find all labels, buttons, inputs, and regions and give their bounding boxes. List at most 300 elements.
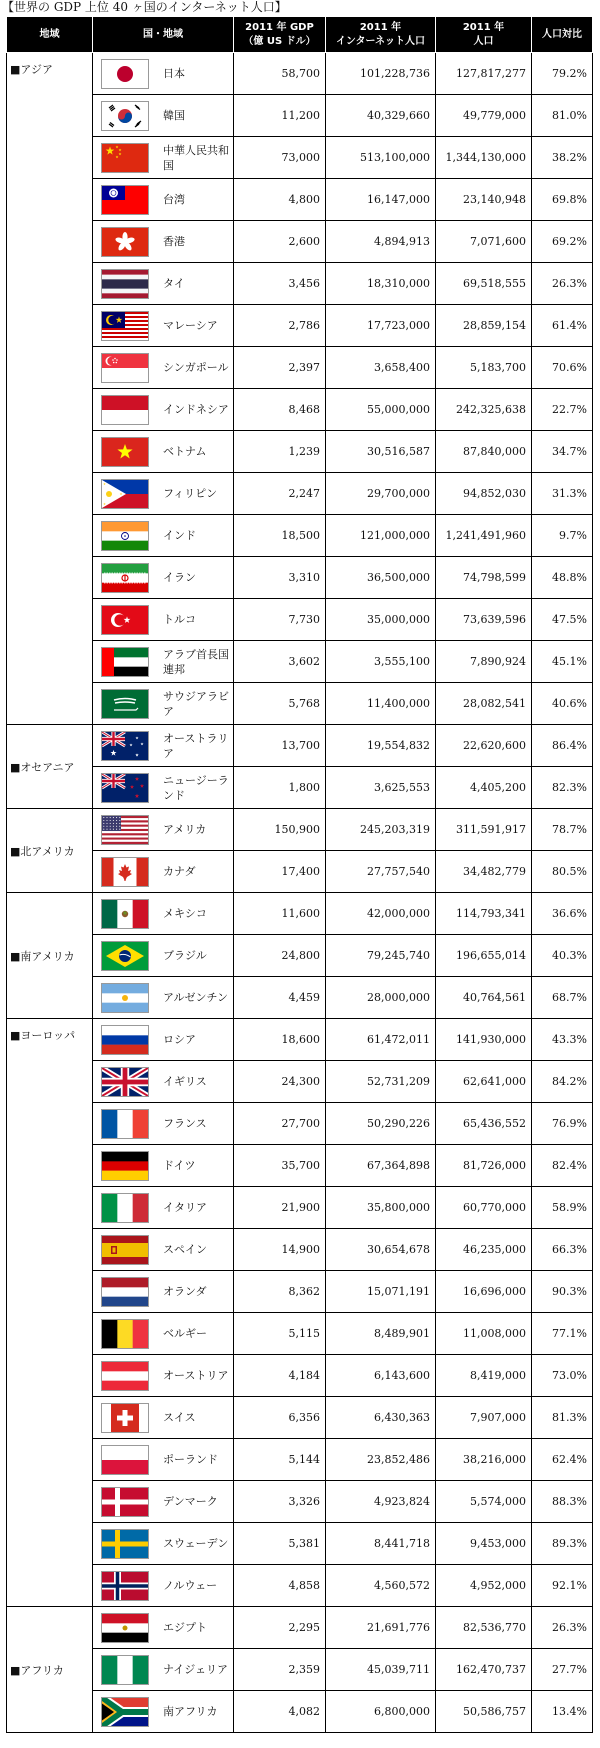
- ratio-cell: 40.3%: [532, 935, 593, 977]
- ph-flag-icon: [101, 479, 149, 509]
- internet-cell: 8,441,718: [326, 1523, 436, 1565]
- gdp-cell: 24,300: [234, 1061, 326, 1103]
- nl-flag-icon: [101, 1277, 149, 1307]
- ratio-cell: 78.7%: [532, 809, 593, 851]
- gdp-cell: 150,900: [234, 809, 326, 851]
- internet-cell: 50,290,226: [326, 1103, 436, 1145]
- ratio-cell: 43.3%: [532, 1019, 593, 1061]
- ratio-cell: 36.6%: [532, 893, 593, 935]
- dk-flag-icon: [101, 1487, 149, 1517]
- table-row: [7, 599, 593, 641]
- ratio-cell: 26.3%: [532, 263, 593, 305]
- country-cell: [93, 515, 234, 557]
- internet-cell: 4,923,824: [326, 1481, 436, 1523]
- table-row: [7, 1439, 593, 1481]
- country-name: インドネシア: [163, 403, 229, 416]
- region-cell: ■ヨーロッパ: [7, 1019, 93, 1607]
- gdp-cell: 4,184: [234, 1355, 326, 1397]
- country-name: デンマーク: [163, 1495, 218, 1508]
- gdp-cell: 3,602: [234, 641, 326, 683]
- region-cell: ■南アメリカ: [7, 893, 93, 1019]
- gdp-cell: 35,700: [234, 1145, 326, 1187]
- table-row: [7, 221, 593, 263]
- country-name: タイ: [163, 277, 185, 290]
- internet-cell: 35,800,000: [326, 1187, 436, 1229]
- gdp-cell: 7,730: [234, 599, 326, 641]
- internet-cell: 35,000,000: [326, 599, 436, 641]
- population-cell: 65,436,552: [436, 1103, 532, 1145]
- country-cell: [93, 179, 234, 221]
- country-name: オランダ: [163, 1285, 207, 1298]
- country-name: 日本: [163, 67, 185, 80]
- ratio-cell: 81.0%: [532, 95, 593, 137]
- header-row: [7, 17, 593, 53]
- ratio-cell: 88.3%: [532, 1481, 593, 1523]
- country-cell: [93, 305, 234, 347]
- country-name: 香港: [163, 235, 185, 248]
- country-name: スウェーデン: [163, 1537, 229, 1550]
- country-name: マレーシア: [163, 319, 218, 332]
- ratio-cell: 62.4%: [532, 1439, 593, 1481]
- table-row: [7, 179, 593, 221]
- eg-flag-icon: [101, 1613, 149, 1643]
- internet-cell: 29,700,000: [326, 473, 436, 515]
- population-cell: 82,536,770: [436, 1607, 532, 1649]
- country-name: ナイジェリア: [163, 1663, 229, 1676]
- internet-cell: 3,625,553: [326, 767, 436, 809]
- population-cell: 46,235,000: [436, 1229, 532, 1271]
- gdp-cell: 4,858: [234, 1565, 326, 1607]
- table-row: [7, 473, 593, 515]
- population-cell: 8,419,000: [436, 1355, 532, 1397]
- table-row: [7, 641, 593, 683]
- country-name: カナダ: [163, 865, 196, 878]
- gdp-cell: 1,800: [234, 767, 326, 809]
- internet-cell: 42,000,000: [326, 893, 436, 935]
- gdp-cell: 4,459: [234, 977, 326, 1019]
- ratio-cell: 81.3%: [532, 1397, 593, 1439]
- ratio-cell: 69.2%: [532, 221, 593, 263]
- population-cell: 7,071,600: [436, 221, 532, 263]
- gdp-cell: 58,700: [234, 53, 326, 95]
- table-row: [7, 809, 593, 851]
- gdp-cell: 2,786: [234, 305, 326, 347]
- population-cell: 34,482,779: [436, 851, 532, 893]
- gdp-cell: 1,239: [234, 431, 326, 473]
- country-name: サウジアラビア: [163, 689, 229, 718]
- ratio-cell: 73.0%: [532, 1355, 593, 1397]
- country-cell: [93, 1103, 234, 1145]
- ratio-cell: 68.7%: [532, 977, 593, 1019]
- country-cell: [93, 1313, 234, 1355]
- gdp-cell: 21,900: [234, 1187, 326, 1229]
- ca-flag-icon: [101, 857, 149, 887]
- country-cell: [93, 1397, 234, 1439]
- table-row: [7, 515, 593, 557]
- in-flag-icon: [101, 521, 149, 551]
- population-cell: 28,082,541: [436, 683, 532, 725]
- ratio-cell: 26.3%: [532, 1607, 593, 1649]
- country-cell: [93, 347, 234, 389]
- table-row: [7, 1229, 593, 1271]
- country-name: アルゼンチン: [163, 991, 229, 1004]
- country-cell: [93, 263, 234, 305]
- internet-cell: 23,852,486: [326, 1439, 436, 1481]
- ratio-cell: 69.8%: [532, 179, 593, 221]
- ratio-cell: 84.2%: [532, 1061, 593, 1103]
- country-cell: [93, 389, 234, 431]
- ratio-cell: 38.2%: [532, 137, 593, 179]
- cn-flag-icon: [101, 143, 149, 173]
- internet-cell: 6,800,000: [326, 1691, 436, 1733]
- gdp-cell: 5,115: [234, 1313, 326, 1355]
- se-flag-icon: [101, 1529, 149, 1559]
- table-row: [7, 389, 593, 431]
- at-flag-icon: [101, 1361, 149, 1391]
- table-row: [7, 725, 593, 767]
- country-cell: [93, 893, 234, 935]
- table-row: [7, 935, 593, 977]
- table-caption: 【世界の GDP 上位 40 ヶ国のインターネット人口】: [2, 0, 287, 14]
- country-cell: [93, 557, 234, 599]
- table-row: [7, 1481, 593, 1523]
- country-cell: [93, 641, 234, 683]
- table-row: [7, 767, 593, 809]
- country-cell: [93, 1649, 234, 1691]
- internet-cell: 3,555,100: [326, 641, 436, 683]
- us-flag-icon: [101, 815, 149, 845]
- ratio-cell: 90.3%: [532, 1271, 593, 1313]
- gdp-cell: 2,600: [234, 221, 326, 263]
- internet-cell: 28,000,000: [326, 977, 436, 1019]
- be-flag-icon: [101, 1319, 149, 1349]
- nz-flag-icon: [101, 773, 149, 803]
- internet-cell: 121,000,000: [326, 515, 436, 557]
- country-cell: [93, 473, 234, 515]
- vn-flag-icon: [101, 437, 149, 467]
- table-row: [7, 263, 593, 305]
- internet-cell: 30,654,678: [326, 1229, 436, 1271]
- ch-flag-icon: [101, 1403, 149, 1433]
- country-name: 台湾: [163, 193, 185, 206]
- internet-cell: 101,228,736: [326, 53, 436, 95]
- ratio-cell: 27.7%: [532, 1649, 593, 1691]
- country-name: ノルウェー: [163, 1579, 218, 1592]
- table-row: [7, 95, 593, 137]
- population-cell: 141,930,000: [436, 1019, 532, 1061]
- my-flag-icon: [101, 311, 149, 341]
- it-flag-icon: [101, 1193, 149, 1223]
- country-name: イラン: [163, 571, 196, 584]
- gdp-cell: 8,468: [234, 389, 326, 431]
- country-cell: [93, 1355, 234, 1397]
- gdp-internet-table: [6, 16, 593, 1733]
- internet-cell: 61,472,011: [326, 1019, 436, 1061]
- country-cell: [93, 431, 234, 473]
- gdp-cell: 18,600: [234, 1019, 326, 1061]
- ratio-cell: 76.9%: [532, 1103, 593, 1145]
- ratio-cell: 31.3%: [532, 473, 593, 515]
- country-cell: [93, 1565, 234, 1607]
- header-ratio: 人口対比: [532, 17, 593, 53]
- ratio-cell: 77.1%: [532, 1313, 593, 1355]
- country-name: 中華人民共和国: [163, 143, 229, 172]
- internet-cell: 40,329,660: [326, 95, 436, 137]
- internet-cell: 21,691,776: [326, 1607, 436, 1649]
- population-cell: 162,470,737: [436, 1649, 532, 1691]
- population-cell: 1,344,130,000: [436, 137, 532, 179]
- region-cell: ■アフリカ: [7, 1607, 93, 1733]
- table-row: [7, 893, 593, 935]
- table-row: [7, 1145, 593, 1187]
- population-cell: 196,655,014: [436, 935, 532, 977]
- gdp-cell: 4,800: [234, 179, 326, 221]
- ratio-cell: 86.4%: [532, 725, 593, 767]
- de-flag-icon: [101, 1151, 149, 1181]
- table-row: [7, 851, 593, 893]
- gdp-cell: 3,456: [234, 263, 326, 305]
- country-cell: [93, 683, 234, 725]
- gdp-cell: 14,900: [234, 1229, 326, 1271]
- id-flag-icon: [101, 395, 149, 425]
- country-name: トルコ: [163, 613, 196, 626]
- country-cell: [93, 1691, 234, 1733]
- internet-cell: 67,364,898: [326, 1145, 436, 1187]
- country-name: イギリス: [163, 1075, 207, 1088]
- country-name: オーストラリア: [163, 731, 229, 760]
- ir-flag-icon: [101, 563, 149, 593]
- ratio-cell: 22.7%: [532, 389, 593, 431]
- population-cell: 74,798,599: [436, 557, 532, 599]
- country-cell: [93, 137, 234, 179]
- ae-flag-icon: [101, 647, 149, 677]
- population-cell: 311,591,917: [436, 809, 532, 851]
- table-row: [7, 137, 593, 179]
- gdp-cell: 73,000: [234, 137, 326, 179]
- tw-flag-icon: [101, 185, 149, 215]
- country-cell: [93, 1061, 234, 1103]
- country-name: オーストリア: [163, 1369, 229, 1382]
- gdp-cell: 13,700: [234, 725, 326, 767]
- gdp-cell: 2,359: [234, 1649, 326, 1691]
- country-name: ポーランド: [163, 1453, 218, 1466]
- population-cell: 87,840,000: [436, 431, 532, 473]
- population-cell: 7,907,000: [436, 1397, 532, 1439]
- country-name: スイス: [163, 1411, 196, 1424]
- population-cell: 40,764,561: [436, 977, 532, 1019]
- gdp-cell: 3,310: [234, 557, 326, 599]
- internet-cell: 17,723,000: [326, 305, 436, 347]
- population-cell: 242,325,638: [436, 389, 532, 431]
- internet-cell: 19,554,832: [326, 725, 436, 767]
- country-cell: [93, 977, 234, 1019]
- header-country: 国・地域: [93, 17, 234, 53]
- ratio-cell: 82.4%: [532, 1145, 593, 1187]
- gdp-cell: 6,356: [234, 1397, 326, 1439]
- internet-cell: 513,100,000: [326, 137, 436, 179]
- population-cell: 94,852,030: [436, 473, 532, 515]
- internet-cell: 8,489,901: [326, 1313, 436, 1355]
- population-cell: 81,726,000: [436, 1145, 532, 1187]
- table-row: [7, 305, 593, 347]
- country-name: アメリカ: [163, 823, 207, 836]
- table-row: [7, 1691, 593, 1733]
- country-cell: [93, 851, 234, 893]
- population-cell: 23,140,948: [436, 179, 532, 221]
- table-row: [7, 1565, 593, 1607]
- country-cell: [93, 221, 234, 263]
- kr-flag-icon: [101, 101, 149, 131]
- country-name: エジプト: [163, 1621, 207, 1634]
- ratio-cell: 66.3%: [532, 1229, 593, 1271]
- fr-flag-icon: [101, 1109, 149, 1139]
- country-cell: [93, 1523, 234, 1565]
- population-cell: 11,008,000: [436, 1313, 532, 1355]
- ratio-cell: 89.3%: [532, 1523, 593, 1565]
- country-name: フランス: [163, 1117, 207, 1130]
- population-cell: 127,817,277: [436, 53, 532, 95]
- country-cell: [93, 725, 234, 767]
- table-row: [7, 1313, 593, 1355]
- country-name: ベルギー: [163, 1327, 207, 1340]
- gdp-cell: 5,768: [234, 683, 326, 725]
- population-cell: 4,405,200: [436, 767, 532, 809]
- ratio-cell: 34.7%: [532, 431, 593, 473]
- gdp-cell: 2,247: [234, 473, 326, 515]
- ratio-cell: 92.1%: [532, 1565, 593, 1607]
- br-flag-icon: [101, 941, 149, 971]
- population-cell: 73,639,596: [436, 599, 532, 641]
- country-cell: [93, 53, 234, 95]
- table-row: [7, 557, 593, 599]
- header-region: 地域: [7, 17, 93, 53]
- jp-flag-icon: [101, 59, 149, 89]
- ratio-cell: 45.1%: [532, 641, 593, 683]
- country-name: 南アフリカ: [163, 1705, 218, 1718]
- internet-cell: 245,203,319: [326, 809, 436, 851]
- population-cell: 50,586,757: [436, 1691, 532, 1733]
- country-cell: [93, 1271, 234, 1313]
- table-row: [7, 1523, 593, 1565]
- gdp-cell: 27,700: [234, 1103, 326, 1145]
- internet-cell: 3,658,400: [326, 347, 436, 389]
- tr-flag-icon: [101, 605, 149, 635]
- gdp-cell: 8,362: [234, 1271, 326, 1313]
- population-cell: 1,241,491,960: [436, 515, 532, 557]
- ratio-cell: 70.6%: [532, 347, 593, 389]
- country-name: ドイツ: [163, 1159, 196, 1172]
- gdp-cell: 5,381: [234, 1523, 326, 1565]
- country-name: シンガポール: [163, 361, 229, 374]
- country-name: 韓国: [163, 109, 185, 122]
- table-row: [7, 1061, 593, 1103]
- internet-cell: 52,731,209: [326, 1061, 436, 1103]
- country-cell: [93, 1187, 234, 1229]
- sg-flag-icon: [101, 353, 149, 383]
- population-cell: 7,890,924: [436, 641, 532, 683]
- internet-cell: 18,310,000: [326, 263, 436, 305]
- country-cell: [93, 1145, 234, 1187]
- country-cell: [93, 1439, 234, 1481]
- internet-cell: 45,039,711: [326, 1649, 436, 1691]
- table-row: [7, 1271, 593, 1313]
- population-cell: 114,793,341: [436, 893, 532, 935]
- au-flag-icon: [101, 731, 149, 761]
- country-cell: [93, 1019, 234, 1061]
- country-cell: [93, 599, 234, 641]
- gdp-cell: 2,397: [234, 347, 326, 389]
- internet-cell: 27,757,540: [326, 851, 436, 893]
- population-cell: 5,574,000: [436, 1481, 532, 1523]
- internet-cell: 15,071,191: [326, 1271, 436, 1313]
- country-name: イタリア: [163, 1201, 207, 1214]
- ratio-cell: 13.4%: [532, 1691, 593, 1733]
- region-cell: ■オセアニア: [7, 725, 93, 809]
- country-cell: [93, 809, 234, 851]
- gdp-cell: 18,500: [234, 515, 326, 557]
- gdp-cell: 5,144: [234, 1439, 326, 1481]
- internet-cell: 36,500,000: [326, 557, 436, 599]
- country-name: ベトナム: [163, 445, 207, 458]
- country-name: ニュージーランド: [163, 773, 229, 802]
- country-cell: [93, 95, 234, 137]
- gdp-cell: 4,082: [234, 1691, 326, 1733]
- th-flag-icon: [101, 269, 149, 299]
- country-cell: [93, 1481, 234, 1523]
- country-name: メキシコ: [163, 907, 207, 920]
- region-cell: ■アジア: [7, 53, 93, 725]
- internet-cell: 11,400,000: [326, 683, 436, 725]
- table-row: [7, 53, 593, 95]
- es-flag-icon: [101, 1235, 149, 1265]
- table-body: [7, 53, 593, 1733]
- country-cell: [93, 935, 234, 977]
- no-flag-icon: [101, 1571, 149, 1601]
- internet-cell: 4,560,572: [326, 1565, 436, 1607]
- population-cell: 62,641,000: [436, 1061, 532, 1103]
- country-name: ブラジル: [163, 949, 207, 962]
- ar-flag-icon: [101, 983, 149, 1013]
- table-row: [7, 1187, 593, 1229]
- gdp-cell: 3,326: [234, 1481, 326, 1523]
- internet-cell: 16,147,000: [326, 179, 436, 221]
- gdp-cell: 11,600: [234, 893, 326, 935]
- country-name: フィリピン: [163, 487, 218, 500]
- gdp-cell: 24,800: [234, 935, 326, 977]
- table-row: [7, 1355, 593, 1397]
- population-cell: 4,952,000: [436, 1565, 532, 1607]
- table-row: [7, 977, 593, 1019]
- country-cell: [93, 1229, 234, 1271]
- table-row: [7, 431, 593, 473]
- za-flag-icon: [101, 1697, 149, 1727]
- country-name: インド: [163, 529, 196, 542]
- ratio-cell: 82.3%: [532, 767, 593, 809]
- mx-flag-icon: [101, 899, 149, 929]
- gdp-cell: 2,295: [234, 1607, 326, 1649]
- ru-flag-icon: [101, 1025, 149, 1055]
- table-row: [7, 347, 593, 389]
- country-name: ロシア: [163, 1033, 196, 1046]
- internet-cell: 55,000,000: [326, 389, 436, 431]
- gb-flag-icon: [101, 1067, 149, 1097]
- internet-cell: 79,245,740: [326, 935, 436, 977]
- header-population: 2011 年 人口: [436, 17, 532, 53]
- country-cell: [93, 1607, 234, 1649]
- population-cell: 22,620,600: [436, 725, 532, 767]
- ratio-cell: 9.7%: [532, 515, 593, 557]
- internet-cell: 30,516,587: [326, 431, 436, 473]
